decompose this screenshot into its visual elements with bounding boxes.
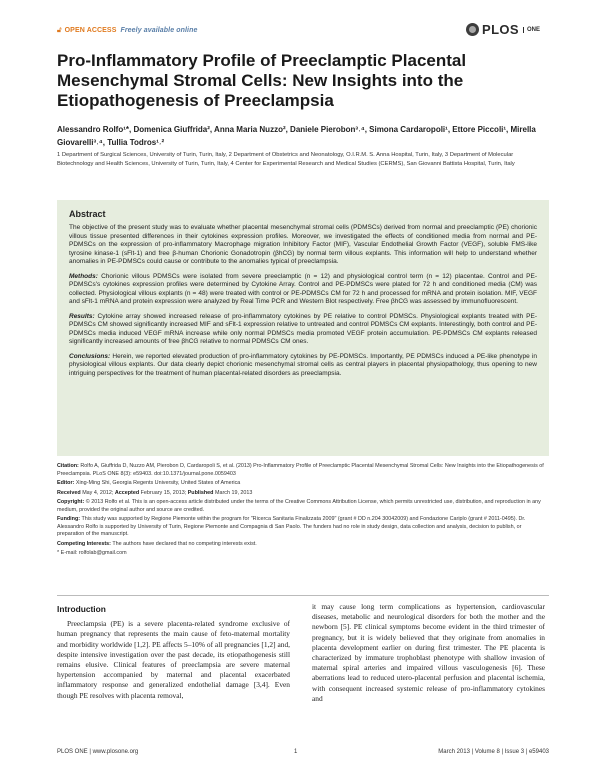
results-label: Results: [69,312,95,320]
body-column-right [312,602,545,704]
citation-label: Citation: [57,463,79,469]
open-access-banner [57,27,197,35]
author-list: Alessandro Rolfo¹*, Domenica Giuffrida², Anna Maria Nuzzo², Daniele Pierobon³˒⁴, Simona Cardaropoli¹, Ettore Piccoli¹, Mirella Giovarelli³˒⁴, Tullia Todros¹˒² [57,125,536,147]
corresponding-email[interactable]: * E-mail: rolfolab@gmail.com [57,550,127,556]
open-lock-icon: 🔓︎ [57,27,62,34]
plos-one-logo [466,22,540,37]
abstract-intro: The objective of the present study was to evaluate whether placental mesenchymal stromal cells (PDMSCs) derived from normal and preeclamptic (PE) chorionic villous tissue presented differences in their cytokines expression profiles. Moreover, we investigated the effects of conditioned media from normal and PE-PDMSCs on the expression of pro-inflammatory Macrophage migration Inhibitory Factor (MIF), Vascular Endothelial Growth Factor (VEGF), soluble FMS-like tyrosine kinase-1 (sFlt-1) and free β-human Chorionic Gonadotropin (βhCG) by normal term villous explants. This information will help to understand whether anomalies in PE-PDMSCs could cause or contribute to the anomalies typical of preeclampsia. [69,224,537,265]
citation-text: Rolfo A, Giuffrida D, Nuzzo AM, Pierobon D, Cardaropoli S, et al. (2013) Pro-Inflammatory Profile of Preeclamptic Placental Mesenchymal Stromal Cells: New Insights into the Etiopathogenesis of Preeclampsia. PLoS ONE 8(3): e59403. doi:10.1371/journal.pone.0059403 [57,463,544,477]
affiliations: 1 Department of Surgical Sciences, University of Turin, Turin, Italy, 2 Department of Obstetrics and Neonatology, O.I.R.M. S. Anna Hospital, Turin, Italy, 3 Department of Molecular Biotechnology and Health Sciences, University of Turin, Turin, Italy, 4 Center for Experimental Research and Medical Studies (CERMS), San Giovanni Battista Hospital, Turin, Italy [57,152,515,167]
abstract-heading: Abstract [69,209,106,219]
editor-text: Xing-Ming Shi, Georgia Regents University, United States of America [75,480,241,486]
published-date: March 19, 2013 [214,489,253,496]
editor [57,480,549,488]
competing-text: The authors have declared that no competing interests exist. [112,540,257,547]
editor-label: Editor: [57,480,75,486]
copyright [57,499,549,514]
competing-label: Competing Interests: [57,540,111,547]
logo-brand: PLOS [482,22,519,37]
abstract-conclusions [69,353,537,379]
accepted-label: Accepted [114,489,140,496]
article-title: Pro-Inflammatory Profile of Preeclamptic Placental Mesenchymal Stromal Cells: New Insights into the Etiopathogenesis of Preeclampsia [57,51,467,110]
copyright-text: © 2013 Rolfo et al. This is an open-access article distributed under the terms of the Creative Commons Attribution License, which permits unrestricted use, distribution, and reproduction in any medium, provided the original author and source are credited. [57,499,541,513]
abstract-methods [69,273,537,307]
copyright-label: Copyright: [57,499,85,505]
footer-issue: March 2013 | Volume 8 | Issue 3 | e59403 [438,749,549,755]
citation [57,463,549,478]
competing-interests [57,541,549,549]
footer-journal: PLOS ONE | www.plosone.org [57,749,139,755]
funding-text: This study was supported by Regione Piemonte within the program for "Ricerca Sanitaria Finalizzata 2009" (grant # DD n.204 30042009) and Fondazione Cariplo (grant # 2011-0495). Dr. Alessandro Rolfo is supported by University of Turin, Regione Piemonte and Compagnia di San Paolo. The funders had no role in study design, data collection and analysis, decision to publish, or preparation of the manuscript. [57,516,526,537]
logo-journal: ONE [523,27,540,33]
dates [57,490,549,498]
conclusions-label: Conclusions: [69,352,111,360]
body-column-left [57,604,290,701]
page-number: 1 [294,749,298,755]
accepted-date: February 15, 2013; [140,489,187,496]
abstract-box [57,200,549,456]
funding-label: Funding: [57,516,81,522]
results-text: Cytokine array showed increased release of pro-inflammatory cytokines by PE relative to control PDMSCs. Physiological explants treated with PE-PDMSCs CM showed significantly increased MIF and sFlt-1 expression relative to untreated and control PDMSCs CM explants. Interestingly, both control and PE-PDMSCs media induced VEGF mRNA increase while only normal PDMSCs media promoted VEGF protein accumulation. PE-PDMSCs CM explants released significantly increased amounts of free βhCG relative to normal PDMSCs CM ones. [69,312,537,345]
introduction-heading: Introduction [57,604,106,614]
methods-text: Chorionic villous PDMSCs were isolated from severe preeclamptic (n = 12) and physiological control term (n = 12) placentae. Control and PE-PDMSCs's cytokines expression profiles were determined by Cytokine Array. Control and PE-PDMSCs were plated for 72 h and conditioned media (CM) was collected. Physiological villous explants (n = 48) were treated with control or PE-PDMSCs CM for 72 h and processed for mRNA and protein isolation. MIF, VEGF and sFlt-1 mRNA and protein expression were analyzed by Real Time PCR and Western Blot respectively. Free βhCG was assessed by immunofluorescent. [69,272,537,305]
abstract-results [69,313,537,347]
received-label: Received [57,489,81,496]
conclusions-text: Herein, we reported elevated production of pro-inflammatory cytokines by PE-PDMSCs. Importantly, PE PDMSCs induced a PE-like phenotype in physiological villous explants. Our data clearly depict chorionic mesenchymal stromal cells as central players in placental physiopathology, thus opening to new intriguing perspectives for the treatment of human placental-related disorders as preeclampsia. [69,352,537,377]
published-label: Published [187,489,214,496]
open-label: OPEN [64,27,85,34]
divider [57,595,549,596]
methods-label: Methods: [69,272,98,280]
plos-logo-icon [466,23,479,36]
introduction-paragraph-left: Preeclampsia (PE) is a severe placenta-related syndrome exclusive of human pregnancy that represents the main cause of feto-maternal mortality and morbidity worldwide [1,2]. PE affects 5–10% of all pregnancies [1,2] and, despite intensive investigation over the past decade, its etiopathogenesis still remains elusive. Clinical features of preeclampsia are severe maternal hypertension accompanied by maternal and placental exacerbated inflammatory response and generalized endothelial damage [3,4]. Even though PE resolves with placenta removal, [57,619,290,700]
article-metadata [57,463,549,560]
access-label: ACCESS [86,27,117,34]
introduction-paragraph-right: it may cause long term complications as hypertension, cardiovascular diseases, metabolic and neurological disorders for both the mother and the newborn [5]. PE clinical symptoms become evident in the third trimester of pregnancy, but it is widely believed that they originate from anomalies in placenta development earlier on during first trimester. The PE placenta is characterized by immature trophoblast phenotype with shallow invasion of maternal spiral arteries and impaired villous vasculogenesis [6]. These aberrations lead to reduced utero-placental perfusion and placental ischemia, with consequent increased systemic release of pro-inflammatory cytokines and [312,602,545,703]
freely-available-label: Freely available online [120,27,198,34]
received-date: May 4, 2012; [82,489,114,496]
funding [57,516,549,539]
